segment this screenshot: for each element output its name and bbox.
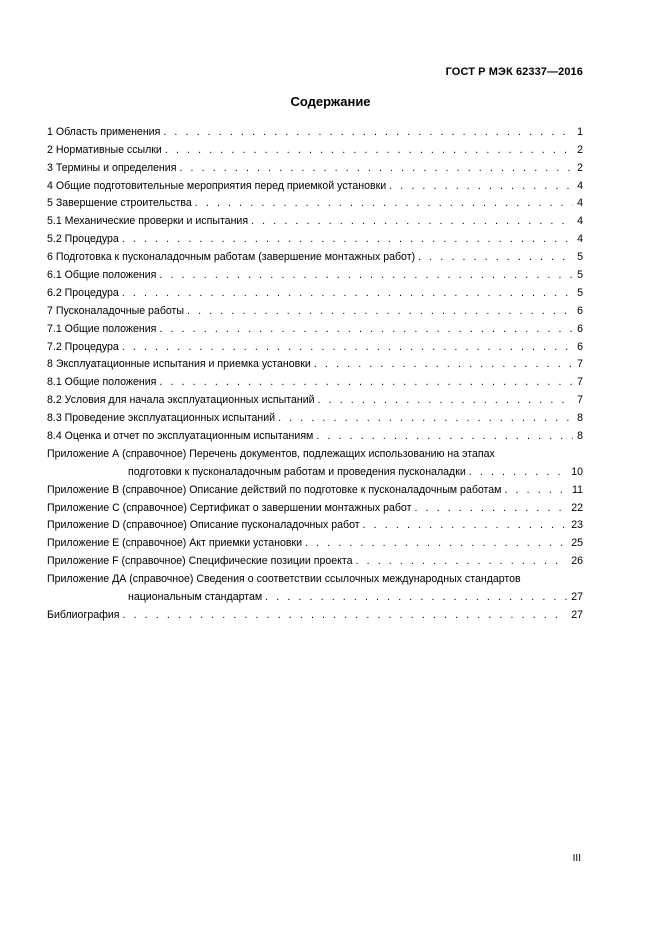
dot-leader — [414, 502, 567, 515]
dot-leader — [363, 519, 568, 532]
dot-leader — [469, 466, 567, 479]
toc-entry-page: 8 — [577, 412, 583, 425]
toc-entry-text: 1 Область применения — [47, 125, 161, 138]
toc-entry-text: Приложение С (справочное) Сертификат о завершении монтажных работ — [47, 501, 412, 514]
toc-entry-page: 27 — [571, 608, 583, 621]
dot-leader — [504, 484, 568, 497]
dot-leader — [389, 180, 573, 193]
toc-entry-4[interactable] — [47, 175, 583, 193]
toc-entry-page: 5 — [577, 251, 583, 264]
toc-bibliography[interactable] — [47, 604, 583, 622]
dot-leader — [265, 591, 567, 604]
toc-entry-page: 7 — [577, 358, 583, 371]
dot-leader — [356, 555, 568, 568]
toc-entry-text: Приложение ДА (справочное) Сведения о соответствии ссылочных международных стандартов — [47, 573, 521, 586]
toc-entry-text: 7.1 Общие положения — [47, 322, 157, 335]
dot-leader — [318, 394, 574, 407]
toc-entry-page: 1 — [577, 125, 583, 138]
toc-entry-page: 6 — [577, 322, 583, 335]
dot-leader — [179, 162, 573, 175]
toc-entry-page: 8 — [577, 430, 583, 443]
toc-entry-7-2[interactable] — [47, 336, 583, 354]
toc-annex-da[interactable] — [47, 568, 583, 604]
toc-entry-page: 5 — [577, 286, 583, 299]
dot-leader — [278, 412, 573, 425]
toc-entry-text: 6 Подготовка к пусконаладочным работам (завершение монтажных работ) — [47, 251, 416, 264]
toc-entry-page: 2 — [577, 143, 583, 156]
toc-entry-text: Приложение А (справочное) Перечень документов, подлежащих использованию на этапах — [47, 447, 495, 460]
dot-leader — [122, 233, 573, 246]
page-title: Содержание — [290, 94, 371, 109]
toc-entry-text: 7.2 Процедура — [47, 340, 119, 353]
toc-entry-text: Приложение F (справочное) Специфические позиции проекта — [47, 555, 353, 568]
toc-entry-text: Библиография — [47, 608, 120, 621]
toc-entry-page: 2 — [577, 161, 583, 174]
toc-entry-page: 6 — [577, 304, 583, 317]
toc-entry-page: 11 — [572, 483, 583, 496]
toc-entry-text: Приложение В (справочное) Описание действий по подготовке к пусконаладочным работам — [47, 483, 502, 496]
toc-entry-8-3[interactable] — [47, 407, 583, 425]
toc-entry-page: 7 — [577, 394, 583, 407]
toc-entry-5-1[interactable] — [47, 210, 583, 228]
toc-entry-5[interactable] — [47, 193, 583, 211]
dot-leader — [122, 287, 573, 300]
toc-entry-page: 27 — [571, 591, 583, 604]
toc-entry-text: 8.3 Проведение эксплуатационных испытаний — [47, 412, 276, 425]
toc-entry-text: Приложение Е (справочное) Акт приемки установки — [47, 537, 303, 550]
toc-entry-7-1[interactable] — [47, 318, 583, 336]
toc-entry-text: 3 Термины и определения — [47, 161, 177, 174]
toc-entry-page: 5 — [577, 269, 583, 282]
toc-entry-text: 6.2 Процедура — [47, 286, 119, 299]
dot-leader — [122, 609, 567, 622]
page-number: III — [572, 853, 581, 864]
toc-entry-text: 8 Эксплуатационные испытания и приемка установки — [47, 358, 311, 371]
table-of-contents — [47, 121, 583, 622]
toc-annex-d[interactable] — [47, 515, 583, 533]
toc-annex-e[interactable] — [47, 532, 583, 550]
toc-entry-page: 22 — [571, 501, 583, 514]
toc-entry-6[interactable] — [47, 246, 583, 264]
dot-leader — [159, 323, 573, 336]
toc-entry-6-1[interactable] — [47, 264, 583, 282]
toc-entry-page: 6 — [577, 340, 583, 353]
dot-leader — [251, 215, 573, 228]
dot-leader — [163, 126, 573, 139]
toc-entry-page: 4 — [577, 233, 583, 246]
dot-leader — [305, 537, 567, 550]
toc-entry-text: 5.2 Процедура — [47, 233, 119, 246]
dot-leader — [195, 197, 573, 210]
dot-leader — [314, 358, 573, 371]
toc-entry-text-continued: национальным стандартам — [128, 591, 263, 604]
dot-leader — [316, 430, 573, 443]
toc-entry-text-continued: подготовки к пусконаладочным работам и проведения пусконаладки — [128, 465, 466, 478]
toc-entry-page: 4 — [577, 197, 583, 210]
toc-entry-page: 10 — [571, 465, 583, 478]
toc-entry-text: 5.1 Механические проверки и испытания — [47, 215, 249, 228]
toc-entry-8-2[interactable] — [47, 389, 583, 407]
toc-entry-3[interactable] — [47, 157, 583, 175]
toc-entry-7[interactable] — [47, 300, 583, 318]
toc-annex-a[interactable] — [47, 443, 583, 479]
toc-annex-b[interactable] — [47, 479, 583, 497]
toc-entry-5-2[interactable] — [47, 228, 583, 246]
dot-leader — [165, 144, 573, 157]
toc-entry-text: 5 Завершение строительства — [47, 197, 192, 210]
toc-entry-text: Приложение D (справочное) Описание пусконаладочных работ — [47, 519, 360, 532]
toc-entry-2[interactable] — [47, 139, 583, 157]
dot-leader — [159, 376, 573, 389]
dot-leader — [159, 269, 573, 282]
toc-entry-8-1[interactable] — [47, 371, 583, 389]
toc-entry-8-4[interactable] — [47, 425, 583, 443]
toc-annex-f[interactable] — [47, 550, 583, 568]
toc-entry-text: 8.2 Условия для начала эксплуатационных испытаний — [47, 394, 315, 407]
toc-entry-page: 26 — [571, 555, 583, 568]
toc-entry-text: 4 Общие подготовительные мероприятия перед приемкой установки — [47, 179, 387, 192]
toc-entry-text: 7 Пусконаладочные работы — [47, 304, 185, 317]
toc-entry-text: 2 Нормативные ссылки — [47, 143, 162, 156]
toc-entry-page: 7 — [577, 376, 583, 389]
toc-entry-text: 8.1 Общие положения — [47, 376, 157, 389]
toc-annex-c[interactable] — [47, 497, 583, 515]
document-code: ГОСТ Р МЭК 62337—2016 — [445, 66, 583, 78]
toc-entry-text: 8.4 Оценка и отчет по эксплуатационным испытаниям — [47, 430, 314, 443]
dot-leader — [418, 251, 573, 264]
toc-entry-page: 25 — [571, 537, 583, 550]
toc-entry-page: 23 — [571, 519, 583, 532]
dot-leader — [122, 341, 573, 354]
toc-entry-text: 6.1 Общие положения — [47, 269, 157, 282]
toc-entry-6-2[interactable] — [47, 282, 583, 300]
toc-entry-page: 4 — [577, 215, 583, 228]
toc-entry-1[interactable] — [47, 121, 583, 139]
toc-entry-page: 4 — [577, 179, 583, 192]
dot-leader — [187, 305, 573, 318]
toc-entry-8[interactable] — [47, 354, 583, 372]
